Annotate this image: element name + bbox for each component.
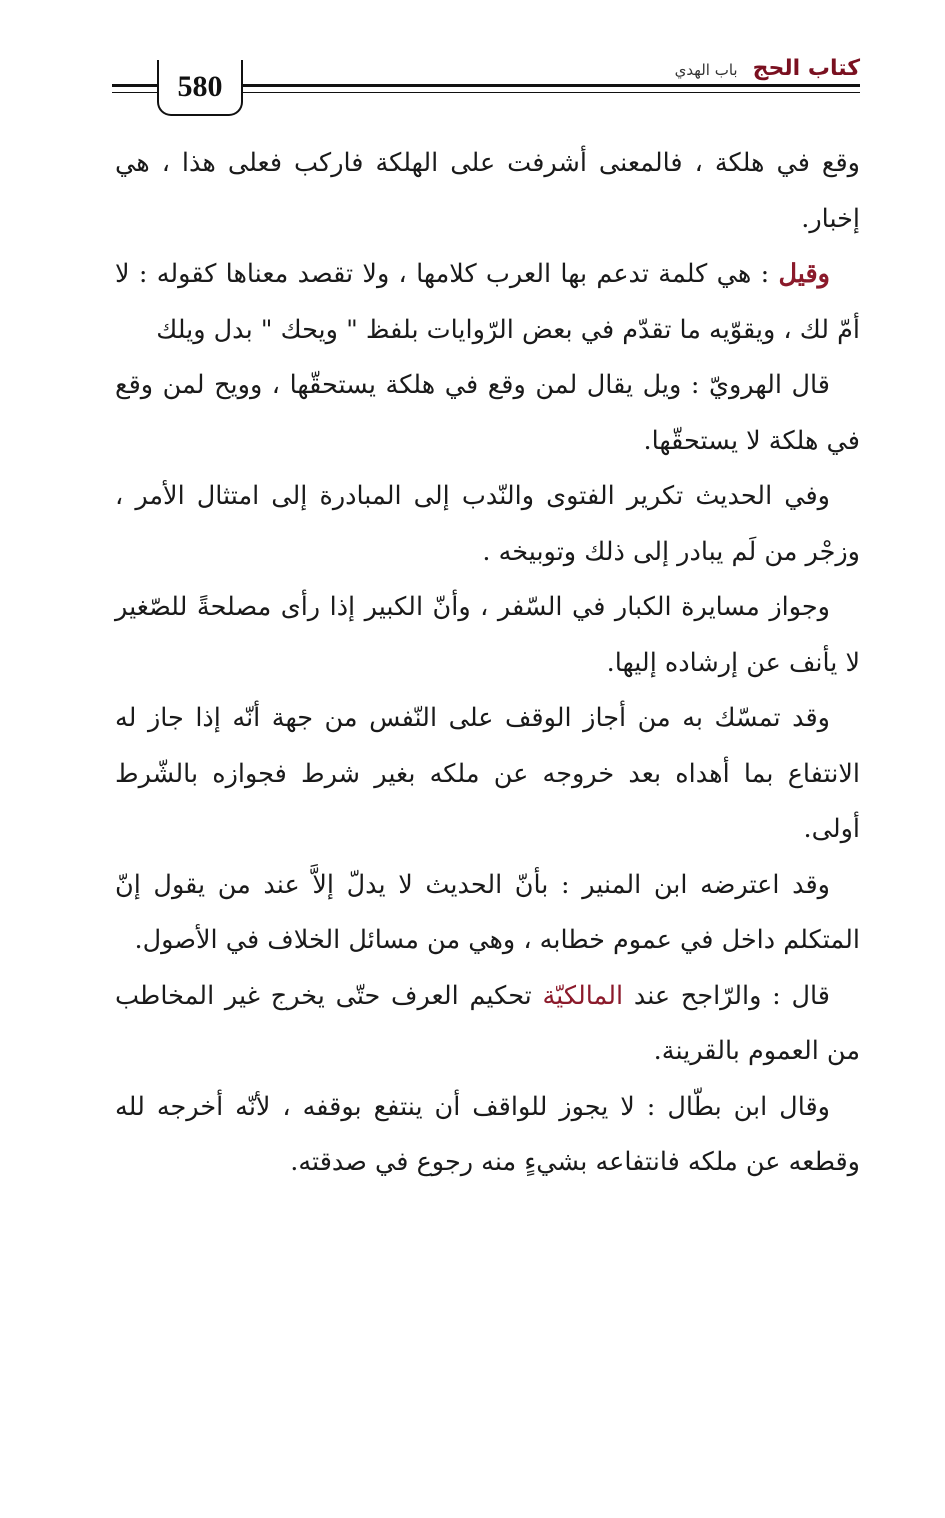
paragraph-text: قال الهرويّ : ويل يقال لمن وقع في هلكة يستحقّها ، وويح لمن وقع في هلكة لا يستحقّها. <box>115 370 860 456</box>
paragraph-text: وجواز مسايرة الكبار في السّفر ، وأنّ الكبير إذا رأى مصلحةً للصّغير لا يأنف عن إرشاده إليها. <box>115 592 860 678</box>
paragraph <box>115 969 860 1080</box>
paragraph-text: وقع في هلكة ، فالمعنى أشرفت على الهلكة فاركب فعلى هذا ، هي إخبار. <box>115 148 860 234</box>
paragraph-text-before: قال : والرّاجح عند <box>623 980 830 1011</box>
paragraph <box>115 358 860 469</box>
page-header <box>112 52 860 116</box>
header-titles <box>675 56 860 81</box>
chapter-title: باب الهدي <box>674 61 738 79</box>
paragraph-lead-term: وقيل <box>778 259 830 289</box>
paragraph <box>115 1080 860 1191</box>
paragraph-text: : هي كلمة تدعم بها العرب كلامها ، ولا تقصد معناها كقوله : لا أمّ لك ، ويقوّيه ما تقدّم في بعض الرّوايات بلفظ " ويحك " بدل ويلك <box>115 259 860 345</box>
paragraph <box>115 580 860 691</box>
paragraph <box>115 469 860 580</box>
paragraph <box>115 247 860 358</box>
page-number: 580 <box>157 60 243 116</box>
paragraph <box>115 858 860 969</box>
paragraph-text: وقد اعترضه ابن المنير : بأنّ الحديث لا يدلّ إلاَّ عند من يقول إنّ المتكلم داخل في عموم خطابه ، وهي من مسائل الخلاف في الأصول. <box>115 869 860 955</box>
book-title: كتاب الحج <box>752 56 860 81</box>
paragraph <box>115 136 860 247</box>
page-body <box>115 136 860 1191</box>
highlighted-term: المالكيّة <box>542 980 624 1011</box>
paragraph-text: وقد تمسّك به من أجاز الوقف على النّفس من جهة أنّه إذا جاز له الانتفاع بما أهداه بعد خروجه عن ملكه بغير شرط فجوازه بالشّرط أولى. <box>115 703 860 844</box>
paragraph-text: وفي الحديث تكرير الفتوى والنّدب إلى المبادرة إلى امتثال الأمر ، وزجْر من لَم يبادر إلى ذلك وتوبيخه . <box>115 481 860 567</box>
paragraph-text: وقال ابن بطّال : لا يجوز للواقف أن ينتفع بوقفه ، لأنّه أخرجه لله وقطعه عن ملكه فانتفاعه بشيءٍ منه رجوع في صدقته. <box>115 1091 860 1177</box>
paragraph-text: تحكيم العرف حتّى يخرج غير المخاطب من العموم بالقرينة. <box>115 980 860 1066</box>
paragraph <box>115 691 860 858</box>
